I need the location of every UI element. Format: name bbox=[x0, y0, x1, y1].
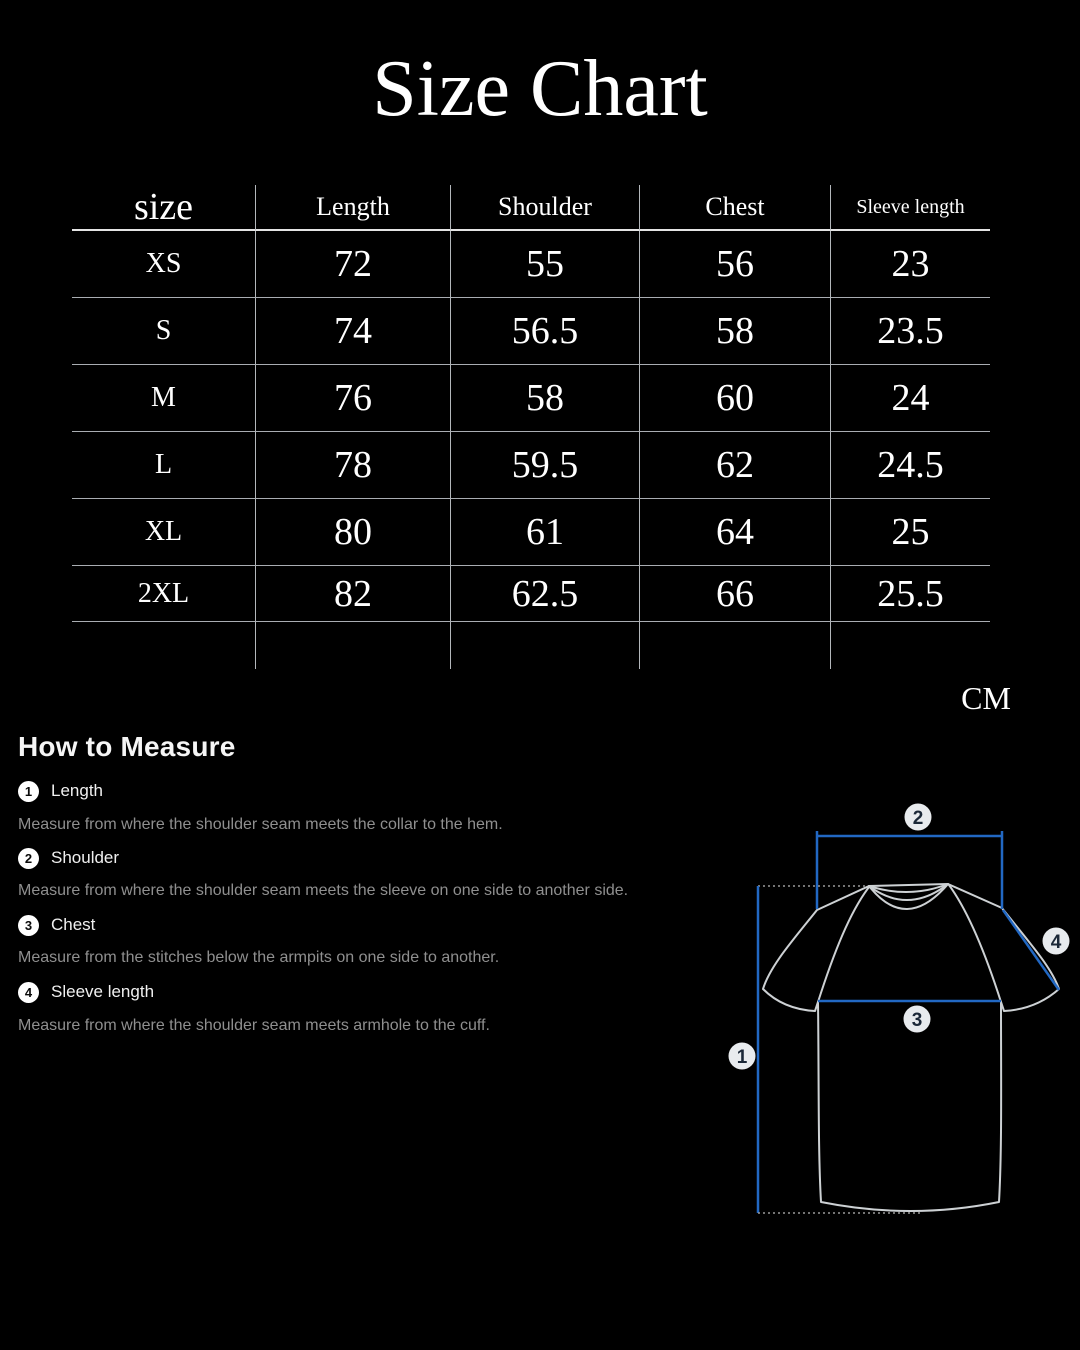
table-cell: 56.5 bbox=[450, 298, 639, 365]
table-extension-cell bbox=[639, 622, 830, 669]
armhole-seam-right bbox=[949, 885, 1001, 1002]
measure-item-length bbox=[18, 780, 103, 802]
table-cell: 62.5 bbox=[450, 566, 639, 622]
diagram-badges bbox=[729, 804, 1070, 1070]
table-row-size-label: L bbox=[72, 432, 255, 499]
table-cell: 24 bbox=[830, 365, 990, 432]
number-badge-2: 2 bbox=[18, 848, 39, 869]
measure-item-description: Measure from where the shoulder seam meets armhole to the cuff. bbox=[18, 1017, 490, 1034]
measure-item-description: Measure from the stitches below the armpits on one side to another. bbox=[18, 949, 500, 966]
column-header-sleeve-length: Sleeve length bbox=[830, 185, 990, 231]
table-cell: 58 bbox=[450, 365, 639, 432]
table-cell: 25 bbox=[830, 499, 990, 566]
table-row-size-label: XS bbox=[72, 231, 255, 298]
table-cell: 74 bbox=[255, 298, 450, 365]
table-cell: 23 bbox=[830, 231, 990, 298]
table-cell: 58 bbox=[639, 298, 830, 365]
table-cell: 61 bbox=[450, 499, 639, 566]
measure-item-label: Sleeve length bbox=[51, 982, 155, 1001]
armhole-seam-left bbox=[818, 887, 869, 1002]
measure-item-description: Measure from where the shoulder seam meets the collar to the hem. bbox=[18, 816, 503, 833]
diagram-badge-2-number: 2 bbox=[912, 808, 924, 829]
column-header-size: size bbox=[72, 185, 255, 231]
how-to-measure-heading: How to Measure bbox=[18, 731, 236, 762]
table-extension-cell bbox=[255, 622, 450, 669]
unit-label-cm: CM bbox=[961, 680, 1011, 716]
diagram-badge-3-number: 3 bbox=[911, 1010, 923, 1031]
measure-item-label: Length bbox=[51, 781, 103, 800]
table-cell: 80 bbox=[255, 499, 450, 566]
table-cell: 24.5 bbox=[830, 432, 990, 499]
table-cell: 78 bbox=[255, 432, 450, 499]
table-row-size-label: S bbox=[72, 298, 255, 365]
table-row-size-label: 2XL bbox=[72, 566, 255, 622]
size-chart-table bbox=[72, 185, 990, 669]
table-cell: 56 bbox=[639, 231, 830, 298]
measure-item-description: Measure from where the shoulder seam meets the sleeve on one side to another side. bbox=[18, 882, 629, 899]
table-extension-cell bbox=[72, 622, 255, 669]
table-cell: 23.5 bbox=[830, 298, 990, 365]
number-badge-4: 4 bbox=[18, 982, 39, 1003]
diagram-badge-1-number: 1 bbox=[736, 1047, 748, 1068]
column-header-chest: Chest bbox=[639, 185, 830, 231]
column-header-length: Length bbox=[255, 185, 450, 231]
column-header-shoulder: Shoulder bbox=[450, 185, 639, 231]
table-cell: 64 bbox=[639, 499, 830, 566]
table-row-size-label: M bbox=[72, 365, 255, 432]
table-cell: 76 bbox=[255, 365, 450, 432]
table-cell: 82 bbox=[255, 566, 450, 622]
table-cell: 72 bbox=[255, 231, 450, 298]
page-title: Size Chart bbox=[372, 45, 708, 133]
table-cell: 55 bbox=[450, 231, 639, 298]
measure-item-label: Chest bbox=[51, 915, 96, 934]
table-cell: 60 bbox=[639, 365, 830, 432]
table-extension-cell bbox=[450, 622, 639, 669]
table-cell: 66 bbox=[639, 566, 830, 622]
tshirt-measurement-diagram bbox=[700, 780, 1080, 1250]
table-cell: 59.5 bbox=[450, 432, 639, 499]
measure-item-label: Shoulder bbox=[51, 848, 120, 867]
number-badge-3: 3 bbox=[18, 915, 39, 936]
measure-item-chest bbox=[18, 914, 95, 936]
tshirt-outline bbox=[763, 884, 1059, 1211]
measure-item-shoulder bbox=[18, 847, 119, 869]
measure-item-sleeve-length bbox=[18, 981, 154, 1003]
table-cell: 25.5 bbox=[830, 566, 990, 622]
number-badge-1: 1 bbox=[18, 781, 39, 802]
table-cell: 62 bbox=[639, 432, 830, 499]
diagram-badge-4-number: 4 bbox=[1050, 932, 1062, 953]
table-row-size-label: XL bbox=[72, 499, 255, 566]
table-extension-cell bbox=[830, 622, 990, 669]
